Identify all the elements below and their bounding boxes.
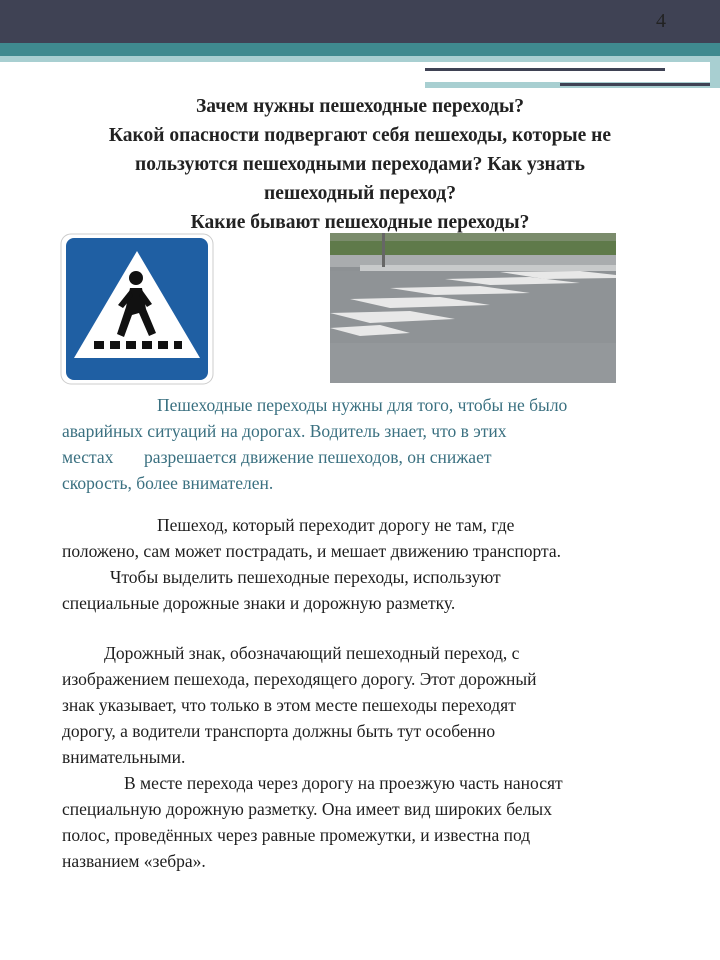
body-line: полос, проведённых через равные промежутки, и известна под <box>62 825 531 845</box>
body-line: изображением пешехода, переходящего дорогу. Этот дорожный <box>62 669 537 689</box>
title-line: пользуются пешеходными переходами? Как узнать <box>135 154 585 175</box>
header-accent-line <box>425 68 665 71</box>
header-bar-dark <box>0 0 720 43</box>
intro-line: местах разрешается движение пешеходов, он снижает <box>62 447 492 467</box>
paragraph-gap <box>62 616 682 640</box>
pedestrian-crossing-sign-icon <box>60 233 214 385</box>
header-accent-line-2 <box>560 83 710 86</box>
intro-line: скорость, более внимателен. <box>62 473 274 493</box>
body-line: внимательными. <box>62 747 186 767</box>
page-number: 4 <box>656 10 666 32</box>
intro-line: Пешеходные переходы нужны для того, чтобы не было <box>157 395 568 415</box>
zebra-crossing-photo-image <box>330 233 616 383</box>
body-line: специальные дорожные знаки и дорожную разметку. <box>62 593 456 613</box>
intro-paragraph <box>62 392 687 496</box>
body-line: В месте перехода через дорогу на проезжую часть наносят <box>124 773 563 793</box>
title-line: Какие бывают пешеходные переходы? <box>190 212 530 233</box>
zebra-crossing-photo <box>330 233 616 383</box>
body-line: Пешеход, который переходит дорогу не там, где <box>157 515 515 535</box>
title-line: пешеходный переход? <box>263 183 457 204</box>
page-title <box>30 92 690 237</box>
body-line: дорогу, а водители транспорта должны быть тут особенно <box>62 721 496 741</box>
body-line: положено, сам может пострадать, и мешает движению транспорта. <box>62 541 562 561</box>
header-accent-white <box>425 62 710 82</box>
body-line: Чтобы выделить пешеходные переходы, используют <box>110 567 501 587</box>
body-line: знак указывает, что только в этом месте пешеходы переходят <box>62 695 516 715</box>
body-line: специальную дорожную разметку. Она имеет вид широких белых <box>62 799 552 819</box>
body-text <box>62 512 682 874</box>
header-bar-light <box>0 56 425 62</box>
body-line: Дорожный знак, обозначающий пешеходный переход, с <box>104 643 520 663</box>
body-line: названием «зебра». <box>62 851 206 871</box>
pedestrian-crossing-sign <box>60 233 214 385</box>
title-line: Какой опасности подвергают себя пешеходы, которые не <box>108 125 612 146</box>
intro-line: аварийных ситуаций на дорогах. Водитель знает, что в этих <box>62 421 507 441</box>
title-line: Зачем нужны пешеходные переходы? <box>196 96 524 117</box>
header-bar-teal <box>0 43 720 56</box>
